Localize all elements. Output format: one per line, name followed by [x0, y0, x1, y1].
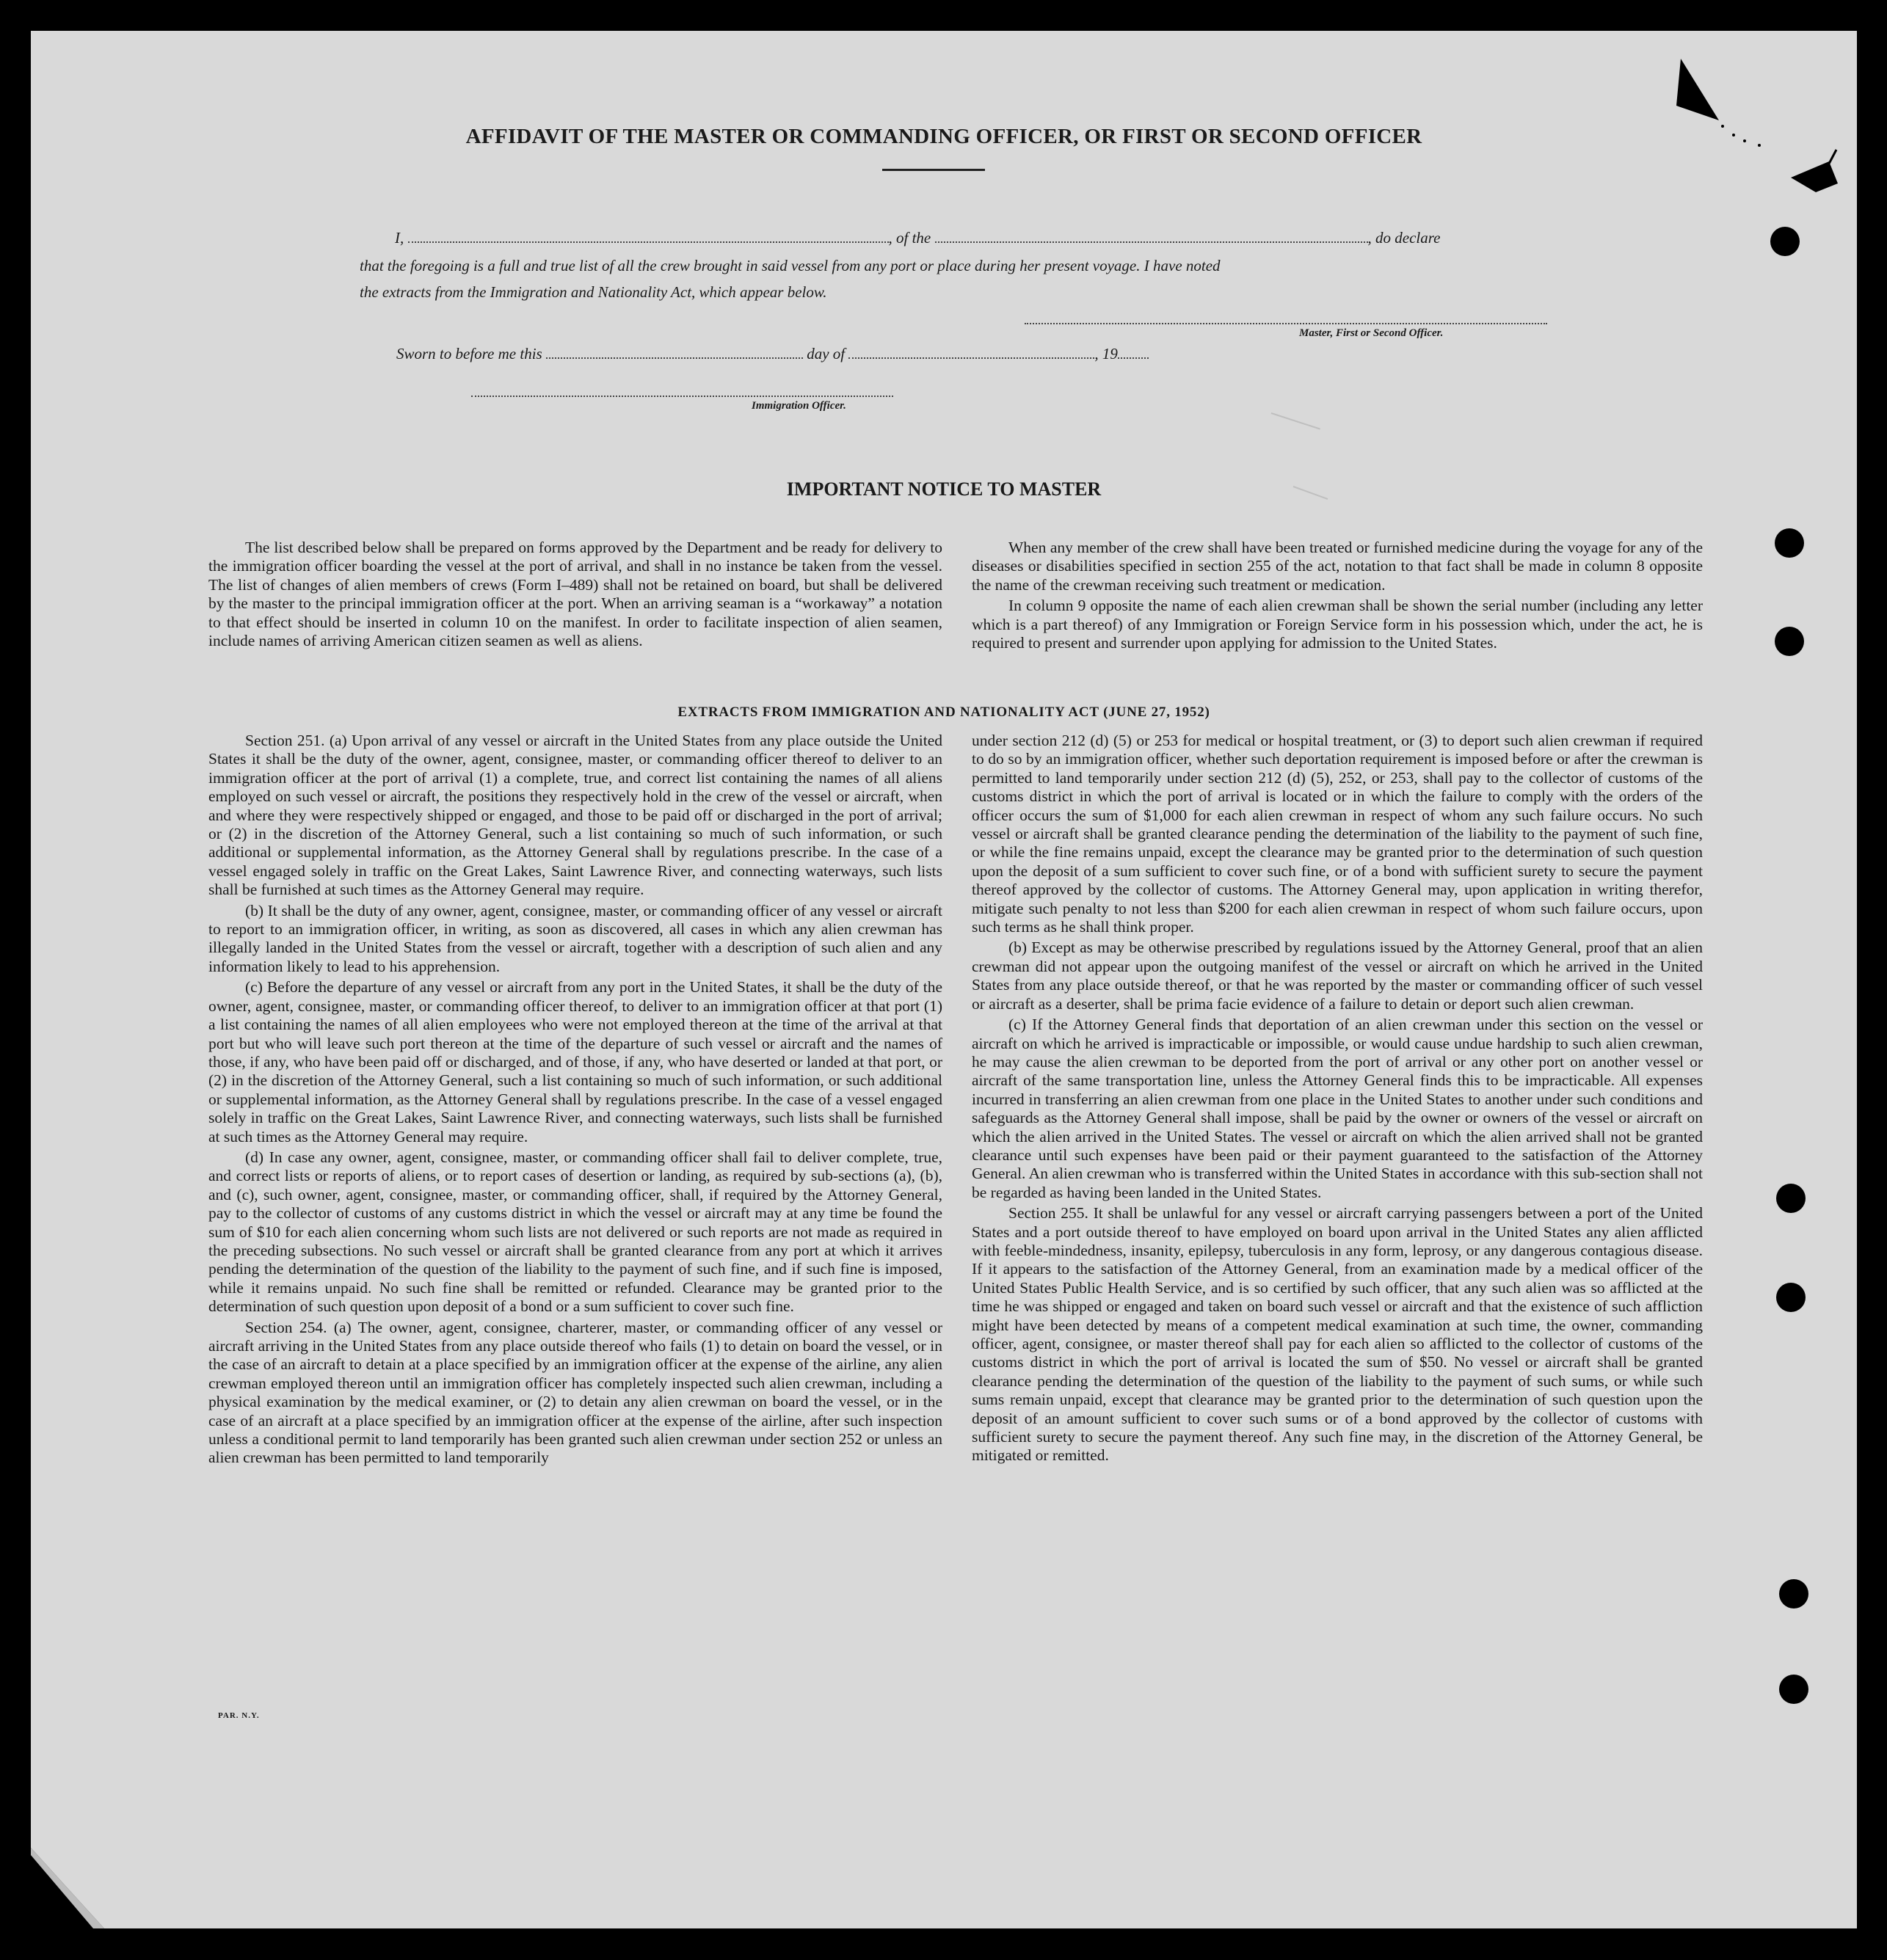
officer-caption: Immigration Officer.: [752, 400, 846, 412]
section-251-d: (d) In case any owner, agent, consignee, master, or commanding officer shall fail to deliver complete, true, and correct lists or reports of aliens, or to report cases of desertion or landing, as required by sub-sections (a), (b), and (c), such owner, agent, consignee, master, or commanding officer, shall, if required by the Attorney General, pay to the collector of customs of any customs district in which the vessel or aircraft may at any time be found the sum of $10 for each alien concerning whom such lists are not delivered or such reports are not made as required in the preceding subsections. No such vessel or aircraft shall be granted clearance from any port at which it arrives pending the determination of the question of the liability to the payment of such fine, and if such fine is imposed, while it remains unpaid. No such fine shall be remitted or refunded. Clearance may be granted prior to the determination of such question upon deposit of a bond or a sum sufficient to cover such fine.: [208, 1148, 942, 1316]
do-declare-label: , do declare: [1367, 229, 1441, 247]
notice-right-paragraph-1: When any member of the crew shall have been treated or furnished medicine during the voyage for any of the diseases or disabilities specified in section 255 of the act, notation to that fact shall be made in column 8 opposite the name of the crewman receiving such treatment or medication.: [972, 539, 1703, 594]
section-254-b: (b) Except as may be otherwise prescribed by regulations issued by the Attorney General, proof that an alien crewman did not appear upon the outgoing manifest of the vessel or aircraft on which he arrived in the United States from any place outside thereof, or that he was reported by the master or commanding officer of such vessel or aircraft as a deserter, shall be prima facie evidence of a failure to detain or deport such alien crewman.: [972, 939, 1703, 1013]
vessel-blank[interactable]: [935, 241, 1368, 243]
i-label: I,: [395, 229, 404, 247]
punch-hole: [1779, 1579, 1808, 1609]
section-254-c: (c) If the Attorney General finds that deportation of an alien crewman under this section on the vessel or aircraft on which he arrived is impracticable or impossible, or would cause undue hardship to such alien crewman, he may cause the alien crewman to be deported from the port of arrival or any other port on another vessel or aircraft of the same transportation line, unless the Attorney General finds this to be impracticable. All expenses incurred in transferring an alien crewman from one place in the United States to another under such conditions and safeguards as the Attorney General shall impose, shall be paid by the owner or owners of the vessel or aircraft on which the alien arrived in the United States. The vessel or aircraft on which the alien arrived shall not be granted clearance until such expenses have been paid or their payment guaranteed to the satisfaction of the Attorney General. An alien crewman who is transferred within the United States in accordance with this sub-section shall not be regarded as having been landed in the United States.: [972, 1016, 1703, 1201]
day-of-label: day of: [807, 345, 846, 363]
punch-hole: [1776, 1184, 1806, 1213]
affidavit-title: AFFIDAVIT OF THE MASTER OR COMMANDING OFFICER, OR FIRST OR SECOND OFFICER: [465, 125, 1422, 148]
notice-left-column: [208, 539, 942, 652]
notice-title: IMPORTANT NOTICE TO MASTER: [786, 478, 1102, 500]
sworn-label: Sworn to before me this: [396, 345, 542, 363]
punch-hole: [1770, 227, 1800, 256]
extracts-left-column: [208, 732, 942, 1470]
section-254-a: Section 254. (a) The owner, agent, consignee, charterer, master, or commanding officer of any vessel or aircraft arriving in the United States from any place outside thereof who fails (1) to detain on board the vessel, or in the case of an aircraft to detain at a place specified by an immigration officer at the expense of the airline, any alien crewman employed thereon until an immigration officer has completely inspected such alien crewman, including a physical examination by the medical examiner, or (2) to detain any alien crewman on board the vessel, or in the case of an aircraft at a place specified by an immigration officer at the expense of the airline, after such inspection unless a conditional permit to land temporarily has been granted such alien crewman under section 252 or unless an alien crewman has been permitted to land temporarily: [208, 1318, 942, 1467]
punch-hole: [1775, 528, 1804, 558]
extracts-title: EXTRACTS FROM IMMIGRATION AND NATIONALITY ACT (JUNE 27, 1952): [677, 704, 1210, 720]
section-251-c: (c) Before the departure of any vessel or aircraft from any port in the United States, it shall be the duty of the owner, agent, consignee, master, or commanding officer thereof, to deliver to an immigration officer at that port (1) a list containing the names of all alien employees who were not employed thereon at the time of the arrival at that port but who will leave such port thereon at the time of the departure of such vessel or aircraft and the names of those, if any, who have been paid off or discharged, and of those, if any, who have deserted or landed at that port, or (2) in the discretion of the Attorney General, such a list containing so much of such information, or such additional or supplemental information, as the Attorney General shall by regulations prescribe. In the case of a vessel engaged solely in traffic on the Great Lakes, Saint Lawrence River, and connecting waterways, such lists shall be furnished at such times as the Attorney General may require.: [208, 978, 942, 1145]
officer-signature-line[interactable]: [471, 396, 893, 397]
sworn-year-blank[interactable]: [1118, 357, 1149, 359]
section-255: Section 255. It shall be unlawful for any vessel or aircraft carrying passengers between a port of the United States and a port outside thereof to have employed on board upon arrival in the United States any alien afflicted with feeble-mindedness, insanity, epilepsy, tuberculosis in any form, leprosy, or any dangerous contagious disease. If it appears to the satisfaction of the Attorney General, from an examination made by a medical officer of the United States Public Health Service, and is so certified by such officer, that any such alien was so afflicted at the time he was shipped or engaged and taken on board such vessel or aircraft and that the existence of such affliction might have been detected by means of a competent medical examination at such time, the owner, commanding officer, agent, consignee, or master thereof shall pay for each alien so afflicted to the collector of customs of the customs district in which the port of arrival is located the sum of $50. No vessel or aircraft shall be granted clearance pending the determination of the question of the liability to the payment of such sums, or while such sums remain unpaid, except that clearance may be granted prior to the determination of such question upon the deposit of an amount sufficient to cover such sums or of a bond approved by the collector of customs with sufficient surety to secure the payment thereof. Any such fine may, in the discretion of the Attorney General, be mitigated or remitted.: [972, 1204, 1703, 1465]
declaration-line-1: that the foregoing is a full and true list of all the crew brought in said vessel from any port or place during her present voyage. I have noted: [360, 257, 1221, 274]
notice-right-column: [972, 539, 1703, 655]
punch-hole: [1779, 1675, 1808, 1704]
declaration-name-line: [395, 229, 1440, 247]
punch-hole: [1775, 627, 1804, 656]
name-blank[interactable]: [408, 241, 889, 243]
of-the-label: , of the: [888, 229, 931, 247]
printer-imprint: PAR. N.Y.: [218, 1711, 260, 1720]
section-254-a-continued: under section 212 (d) (5) or 253 for medical or hospital treatment, or (3) to deport such alien crewman if required to do so by an immigration officer, whether such deportation requirement is imposed before or after the crewman is permitted to land temporarily under section 212 (d) (5), 252, or 253, shall pay to the collector of customs of the customs district in which the port of arrival is located or in which the failure to comply with the orders of the officer occurs the sum of $1,000 for each alien crewman in respect of whom any such failure occurs. No such vessel or aircraft shall be granted clearance pending the determination of the liability to the payment of such fine, or while the fine remains unpaid, except the clearance may be granted prior to the determination of such question upon the deposit of a sum sufficient to cover such fine, or of a bond with sufficient surety to secure the payment thereof approved by the collector of customs. The Attorney General may, upon application in writing therefor, mitigate such penalty to not less than $200 for each alien crewman in respect of whom such failure occurs, upon such terms as he shall think proper.: [972, 732, 1703, 936]
section-251-a: Section 251. (a) Upon arrival of any vessel or aircraft in the United States from any place outside the United States it shall be the duty of the owner, agent, consignee, master, or commanding officer thereof to deliver to an immigration officer at the port of arrival (1) a complete, true, and correct list containing the names of all aliens employed on such vessel or aircraft, the positions they respectively hold in the crew of the vessel or aircraft, when and where they were respectively shipped or engaged, and those to be paid off or discharged in the port of arrival; or (2) in the discretion of the Attorney General, such a list containing so much of such information, or such additional or supplemental information, as the Attorney General shall by regulations prescribe. In the case of a vessel engaged solely in traffic on the Great Lakes, Saint Lawrence River, and connecting waterways, such lists shall be furnished at such times as the Attorney General may require.: [208, 732, 942, 899]
document-page: [31, 31, 1857, 1928]
master-caption: Master, First or Second Officer.: [1299, 327, 1444, 339]
folded-corner: [31, 1848, 112, 1928]
declaration-line-2: the extracts from the Immigration and Nationality Act, which appear below.: [360, 283, 827, 301]
sworn-day-blank[interactable]: [546, 357, 803, 359]
master-signature-line[interactable]: [1025, 323, 1547, 324]
section-251-b: (b) It shall be the duty of any owner, agent, consignee, master, or commanding officer of any vessel or aircraft to report to an immigration officer, in writing, as soon as discovered, all cases in which any alien crewman has illegally landed in the United States from the vessel or aircraft, together with a description of such alien and any information likely to lead to his apprehension.: [208, 901, 942, 975]
scratch-mark: [1271, 412, 1320, 430]
notice-right-paragraph-2: In column 9 opposite the name of each alien crewman shall be shown the serial number (including any letter which is a part thereof) of any Immigration or Foreign Service form in his possession which, under the act, he is required to present and surrender upon applying for admission to the United States.: [972, 597, 1703, 652]
sworn-line: [396, 345, 1149, 363]
notice-left-paragraph: The list described below shall be prepared on forms approved by the Department and be ready for delivery to the immigration officer boarding the vessel at the port of arrival, and shall in no instance be taken from the vessel. The list of changes of alien members of crews (Form I–489) shall not be retained on board, but shall be delivered by the master to the principal immigration officer at the port. When an arriving seaman is a “workaway” a notation to that effect should be inserted in column 10 on the manifest. In order to facilitate inspection of alien seamen, include names of arriving American citizen seamen as well as aliens.: [208, 539, 942, 650]
torn-corner-mark: [1609, 53, 1851, 207]
title-underline: [882, 169, 985, 171]
year-label: , 19: [1094, 345, 1118, 363]
punch-hole: [1776, 1283, 1806, 1312]
extracts-right-column: [972, 732, 1703, 1468]
sworn-month-blank[interactable]: [848, 357, 1094, 359]
